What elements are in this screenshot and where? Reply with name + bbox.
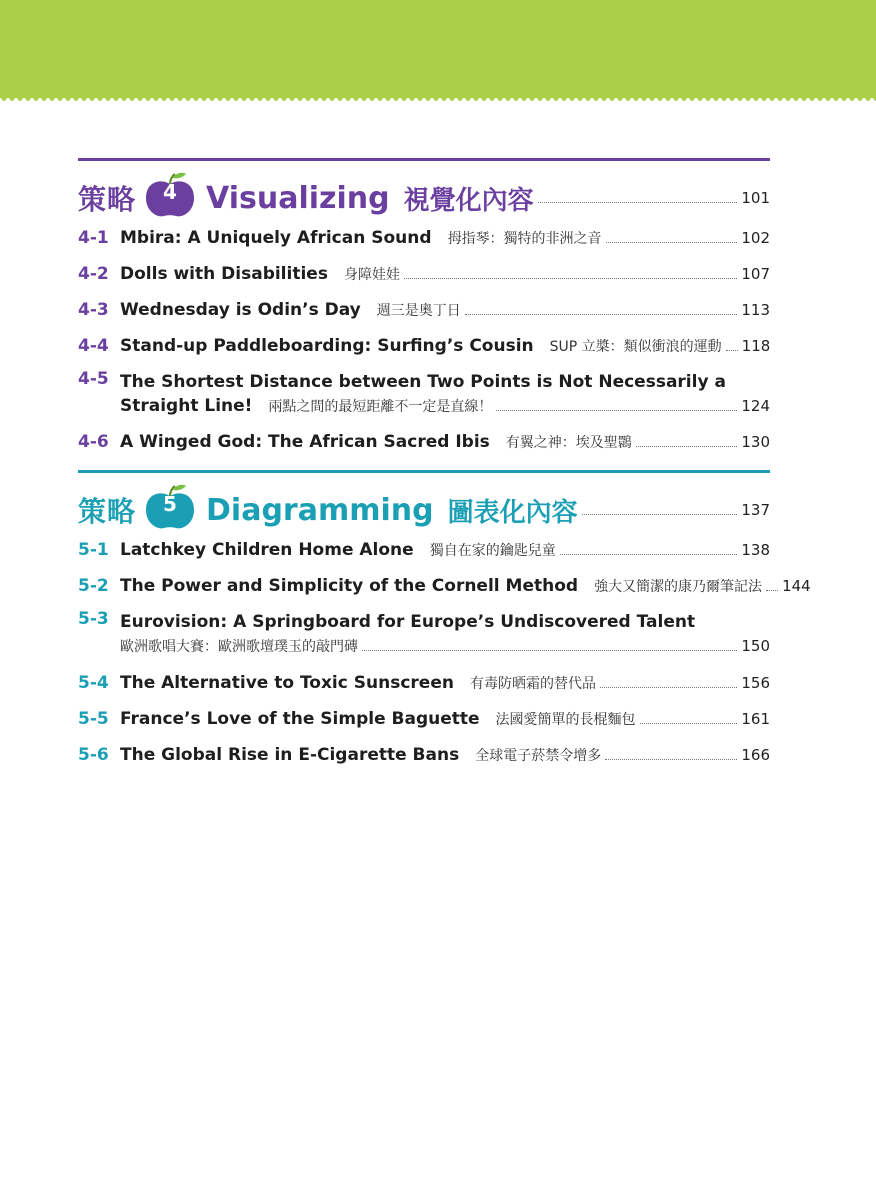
chapter-4-heading[interactable] xyxy=(78,176,770,220)
page-number: 124 xyxy=(741,397,770,415)
toc-entry-5-3[interactable] xyxy=(78,609,770,659)
page-number: 150 xyxy=(741,637,770,655)
entry-title: Stand-up Paddleboarding: Surfing’s Cousin xyxy=(120,336,534,356)
page-number: 102 xyxy=(741,229,770,247)
entry-title-line1: Eurovision: A Springboard for Europe’s Undiscovered Talent xyxy=(120,612,696,632)
chapter-5-heading[interactable] xyxy=(78,488,770,532)
entry-number: 4-5 xyxy=(78,369,109,389)
entry-title: France’s Love of the Simple Baguette xyxy=(120,709,480,729)
page-number: 156 xyxy=(741,674,770,692)
entry-number: 4-1 xyxy=(78,228,109,248)
entry-title-zh: 兩點之間的最短距離不一定是直線！ xyxy=(268,399,493,415)
wavy-band-edge xyxy=(0,96,876,108)
entry-title: The Alternative to Toxic Sunscreen xyxy=(120,673,454,693)
leader-dots xyxy=(560,554,738,555)
entry-number: 5-5 xyxy=(78,709,109,729)
entry-number: 5-4 xyxy=(78,673,109,693)
leader-dots xyxy=(362,650,737,651)
toc-entry-5-4[interactable] xyxy=(78,670,770,696)
toc-entry-4-4[interactable] xyxy=(78,333,770,359)
entry-number: 5-1 xyxy=(78,540,109,560)
entry-title-zh: 強大又簡潔的康乃爾筆記法 xyxy=(594,579,763,595)
page-number: 118 xyxy=(741,337,771,355)
entry-number: 5-3 xyxy=(78,609,109,629)
top-color-band xyxy=(0,0,876,98)
entry-number: 4-6 xyxy=(78,432,109,452)
chapter-5-rule xyxy=(78,470,770,473)
chapter-prefix: 策略 xyxy=(78,495,137,528)
entry-title-zh: 全球電子菸禁令增多 xyxy=(475,748,602,764)
entry-title: Latchkey Children Home Alone xyxy=(120,540,414,560)
entry-title-zh: 週三是奧丁日 xyxy=(376,303,461,319)
page-number: 161 xyxy=(741,710,770,728)
chapter-title: Visualizing xyxy=(206,180,390,216)
toc-entry-5-1[interactable] xyxy=(78,537,770,563)
page-number: 130 xyxy=(741,433,770,451)
toc-entry-4-1[interactable] xyxy=(78,225,770,251)
toc-entry-5-6[interactable] xyxy=(78,742,770,768)
entry-title-zh: 拇指琴：獨特的非洲之音 xyxy=(447,231,602,247)
entry-title: Mbira: A Uniquely African Sound xyxy=(120,228,432,248)
entry-title-zh: 有翼之神：埃及聖䴉 xyxy=(505,435,632,451)
page-number: 144 xyxy=(782,577,811,595)
chapter-title: Diagramming xyxy=(206,492,434,528)
leader-dots xyxy=(640,723,738,724)
leader-dots xyxy=(496,410,737,411)
leader-dots xyxy=(538,202,738,203)
entry-number: 4-3 xyxy=(78,300,109,320)
page-number: 166 xyxy=(741,746,770,764)
entry-title: Wednesday is Odin’s Day xyxy=(120,300,361,320)
leader-dots xyxy=(600,687,737,688)
chapter-title-zh: 圖表化內容 xyxy=(447,497,578,528)
toc-entry-5-5[interactable] xyxy=(78,706,770,732)
page-number: 137 xyxy=(741,501,770,519)
leader-dots xyxy=(726,350,738,351)
toc-entry-4-3[interactable] xyxy=(78,297,770,323)
entry-title-zh: 獨自在家的鑰匙兒童 xyxy=(429,543,556,559)
entry-title-line1: The Shortest Distance between Two Points is Not Necessarily a xyxy=(120,372,726,392)
leader-dots xyxy=(404,278,737,279)
page-number: 113 xyxy=(741,301,770,319)
entry-number: 5-6 xyxy=(78,745,109,765)
entry-title: Dolls with Disabilities xyxy=(120,264,328,284)
leader-dots xyxy=(605,759,737,760)
toc-entry-4-6[interactable] xyxy=(78,429,770,455)
entry-number: 5-2 xyxy=(78,576,109,596)
chapter-number: 5 xyxy=(163,492,177,516)
page-number: 101 xyxy=(741,189,770,207)
entry-title-zh: SUP 立槳：類似衝浪的運動 xyxy=(549,339,722,355)
chapter-4-rule xyxy=(78,158,770,161)
toc-entry-4-5[interactable] xyxy=(78,369,770,419)
leader-dots xyxy=(636,446,738,447)
page-number: 138 xyxy=(741,541,770,559)
entry-number: 4-4 xyxy=(78,336,109,356)
entry-title-zh: 法國愛簡單的長棍麵包 xyxy=(495,712,636,728)
entry-title: A Winged God: The African Sacred Ibis xyxy=(120,432,490,452)
entry-title: The Global Rise in E-Cigarette Bans xyxy=(120,745,460,765)
entry-title: The Power and Simplicity of the Cornell Method xyxy=(120,576,579,596)
entry-title-zh: 歐洲歌唱大賽：歐洲歌壇璞玉的敲門磚 xyxy=(120,639,358,655)
entry-title-zh: 身障娃娃 xyxy=(343,267,400,283)
leader-dots xyxy=(606,242,738,243)
entry-title-zh: 有毒防晒霜的替代品 xyxy=(469,676,596,692)
toc-entry-5-2[interactable] xyxy=(78,573,811,599)
entry-title: Straight Line! xyxy=(120,396,253,416)
toc-entry-4-2[interactable] xyxy=(78,261,770,287)
leader-dots xyxy=(766,590,778,591)
entry-number: 4-2 xyxy=(78,264,109,284)
leader-dots xyxy=(582,514,738,515)
chapter-number: 4 xyxy=(163,180,177,204)
apple-icon xyxy=(142,178,198,218)
chapter-prefix: 策略 xyxy=(78,183,137,216)
apple-icon xyxy=(142,490,198,530)
chapter-title-zh: 視覺化內容 xyxy=(403,185,534,216)
leader-dots xyxy=(465,314,738,315)
page-number: 107 xyxy=(741,265,770,283)
